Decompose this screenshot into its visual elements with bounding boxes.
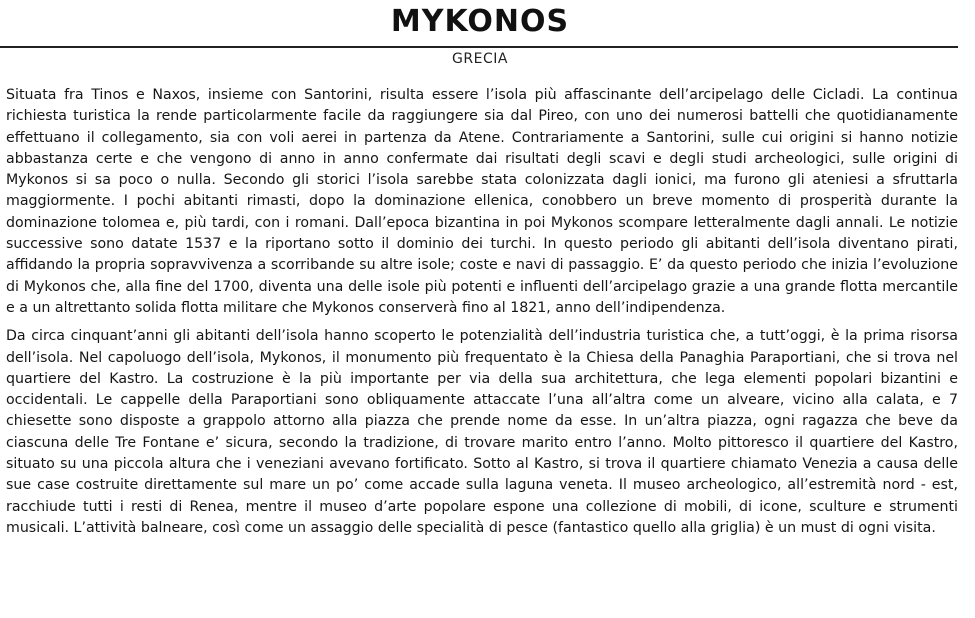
page-subtitle: GRECIA (452, 51, 508, 67)
article-body (6, 85, 958, 539)
paragraph: Situata fra Tinos e Naxos, insieme con Santorini, risulta essere l’isola più affascinante dell’arcipelago delle Cicladi. La continua richiesta turistica la rende particolarmente facile da raggiungere sia dal Pireo, con uno dei numerosi battelli che quotidianamente effettuano il collegamento, sia con voli aerei in partenza da Atene. Contrariamente a Santorini, sulle cui origini si hanno notizie abbastanza certe e che vengono di anno in anno confermate dai risultati degli scavi e degli studi archeologici, sulle origini di Mykonos si sa poco o nulla. Secondo gli storici l’isola sarebbe stata colonizzata dagli ionici, ma furono gli ateniesi a sfruttarla maggiormente. I pochi abitanti rimasti, dopo la dominazione ellenica, conobbero un breve momento di prosperità durante la dominazione tolomea e, più tardi, con i romani. Dall’epoca bizantina in poi Mykonos scompare letteralmente dagli annali. Le notizie successive sono datate 1537 e la riportano sotto il dominio dei turchi. In questo periodo gli abitanti dell’isola diventano pirati, affidando la propria sopravvivenza a scorribande su altre isole; coste e navi di passaggio. E’ da questo periodo che inizia l’evoluzione di Mykonos che, alla fine del 1700, diventa una delle isole più potenti e influenti dell’arcipelago grazie a una grande flotta mercantile e a un altrettanto solida flotta militare che Mykonos conserverà fino al 1821, anno dell’indipendenza. (6, 87, 958, 316)
title-divider (0, 46, 958, 48)
paragraph: Da circa cinquant’anni gli abitanti dell’isola hanno scoperto le potenzialità dell’industria turistica che, a tutt’oggi, è la prima risorsa dell’isola. Nel capoluogo dell’isola, Mykonos, il monumento più frequentato è la Chiesa della Panaghia Paraportiani, che si trova nel quartiere del Kastro. La costruzione è la più importante per via della sua architettura, che lega elementi popolari bizantini e occidentali. Le cappelle della Paraportiani sono obliquamente attaccate l’una all’altra come un alveare, vicino alla calata, e 7 chiesette sono disposte a grappolo attorno alla piazza che prende nome da esse. In un’altra piazza, ogni ragazza che beve da ciascuna delle Tre Fontane e’ sicura, secondo la tradizione, di trovare marito entro l’anno. Molto pittoresco il quartiere del Kastro, situato su una piccola altura che i veneziani avevano fortificato. Sotto al Kastro, si trova il quartiere chiamato Venezia a causa delle sue case costruite direttamente sul mare un po’ come accade sulla laguna veneta. Il museo archeologico, all’estremità nord - est, racchiude tutti i resti di Renea, mentre il museo d’arte popolare espone una collezione di mobili, di icone, sculture e strumenti musicali. L’attività balneare, così come un assaggio delle specialità di pesce (fantastico quello alla griglia) è un must di ogni visita. (6, 328, 958, 536)
page-title: MYKONOS (390, 4, 570, 39)
